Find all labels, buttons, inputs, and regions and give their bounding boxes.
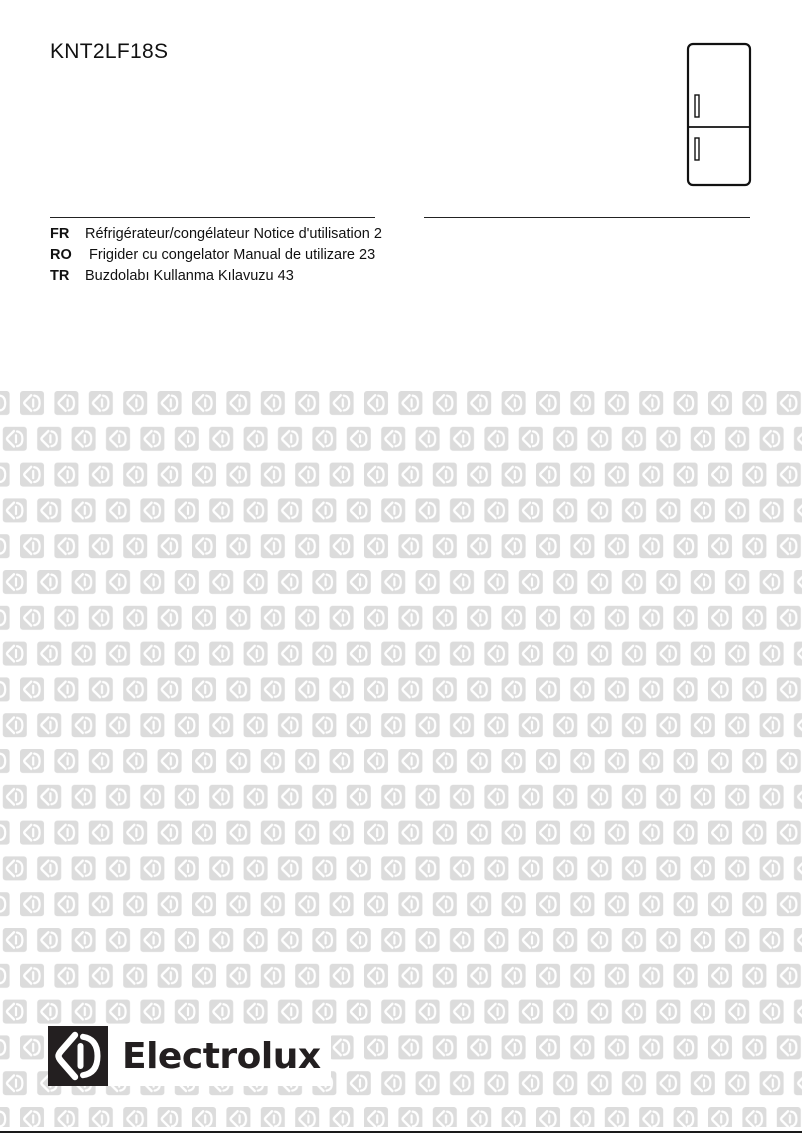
electrolux-logo-pattern [0, 384, 802, 1129]
toc-entry-title: Frigider cu congelator Manual de utilizare 23 [85, 247, 376, 263]
toc-language-code: TR [50, 268, 70, 284]
divider-left [50, 217, 375, 218]
divider-right [424, 217, 750, 218]
brand-wordmark: Electrolux [120, 1032, 327, 1081]
toc-entry-title: Buzdolabı Kullanma Kılavuzu 43 [85, 268, 294, 284]
footer-rule [0, 1131, 802, 1133]
toc-entry-title: Réfrigérateur/congélateur Notice d'utilisation 2 [85, 226, 382, 242]
language-contents [50, 224, 382, 287]
brand-logo [48, 1026, 331, 1086]
toc-row-fr[interactable] [50, 224, 382, 245]
toc-language-code: FR [50, 226, 70, 242]
toc-language-code: RO [50, 247, 72, 263]
toc-row-ro[interactable] [50, 245, 382, 266]
model-number: KNT2LF18S [50, 40, 169, 63]
electrolux-logo-icon [48, 1026, 108, 1086]
toc-row-tr[interactable] [50, 266, 382, 287]
fridge-freezer-icon [686, 42, 752, 187]
